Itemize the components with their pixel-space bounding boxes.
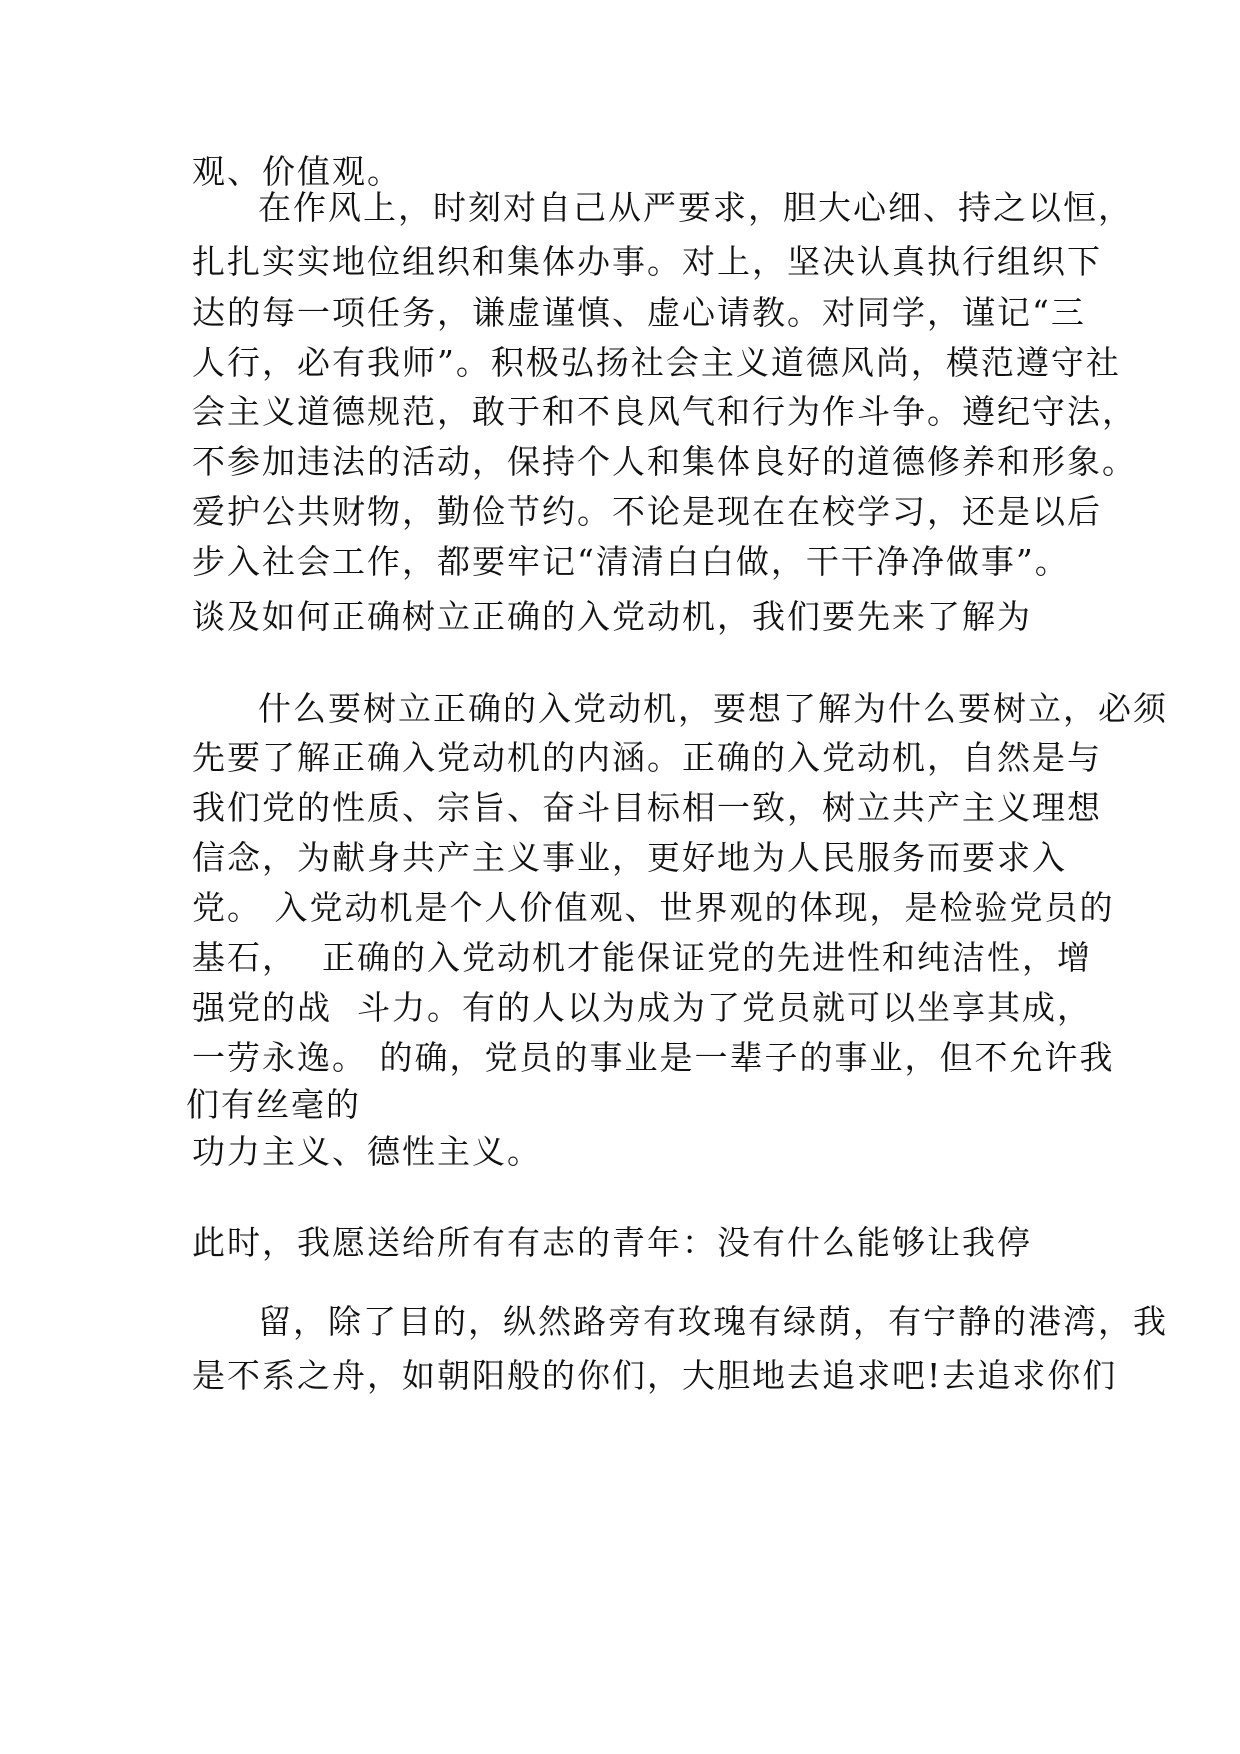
text-line: 先要了解正确入党动机的内涵。正确的入党动机，自然是与 bbox=[192, 738, 1102, 777]
text-line: 步入社会工作，都要牢记“清清白白做，干干净净做事”。 bbox=[192, 542, 1070, 581]
text-line: 会主义道德规范，敢于和不良风气和行为作斗争。遵纪守法， bbox=[192, 392, 1137, 431]
text-line: 观、价值观。 bbox=[192, 152, 402, 191]
text-line: 人行，必有我师”。积极弘扬社会主义道德风尚，模范遵守社 bbox=[192, 343, 1121, 382]
text-line: 达的每一项任务，谦虚谨慎、虚心请教。对同学，谨记“三 bbox=[192, 293, 1086, 332]
text-line: 信念，为献身共产主义事业，更好地为人民服务而要求入 bbox=[192, 838, 1067, 877]
text-line: 扎扎实实地位组织和集体办事。对上，坚决认真执行组织下 bbox=[192, 242, 1102, 281]
paragraph-first-line: 在作风上，时刻对自己从严要求，胆大心细、持之以恒， bbox=[258, 188, 1133, 227]
text-line: 基石， 正确的入党动机才能保证党的先进性和纯洁性，增 bbox=[192, 938, 1092, 977]
text-line: 我们党的性质、宗旨、奋斗目标相一致，树立共产主义理想 bbox=[192, 788, 1102, 827]
paragraph-first-line: 留，除了目的，纵然路旁有玫瑰有绿荫，有宁静的港湾，我 bbox=[258, 1302, 1168, 1341]
text-line: 此时，我愿送给所有有志的青年：没有什么能够让我停 bbox=[192, 1223, 1032, 1262]
text-line: 是不系之舟，如朝阳般的你们，大胆地去追求吧!去追求你们 bbox=[192, 1356, 1118, 1395]
text-line: 一劳永逸。 的确，党员的事业是一辈子的事业，但不允许我 bbox=[192, 1038, 1115, 1077]
text-line: 党。 入党动机是个人价值观、世界观的体现，是检验党员的 bbox=[192, 888, 1115, 927]
text-line: 不参加违法的活动，保持个人和集体良好的道德修养和形象。 bbox=[192, 442, 1137, 481]
text-line: 们有丝毫的 bbox=[186, 1085, 361, 1124]
text-line: 强党的战 斗力。有的人以为成为了党员就可以坐享其成， bbox=[192, 988, 1092, 1027]
text-line: 爱护公共财物，勤俭节约。不论是现在在校学习，还是以后 bbox=[192, 492, 1102, 531]
text-line: 功力主义、德性主义。 bbox=[192, 1132, 542, 1171]
paragraph-first-line: 什么要树立正确的入党动机，要想了解为什么要树立，必须 bbox=[258, 689, 1168, 728]
text-line: 谈及如何正确树立正确的入党动机，我们要先来了解为 bbox=[192, 597, 1032, 636]
